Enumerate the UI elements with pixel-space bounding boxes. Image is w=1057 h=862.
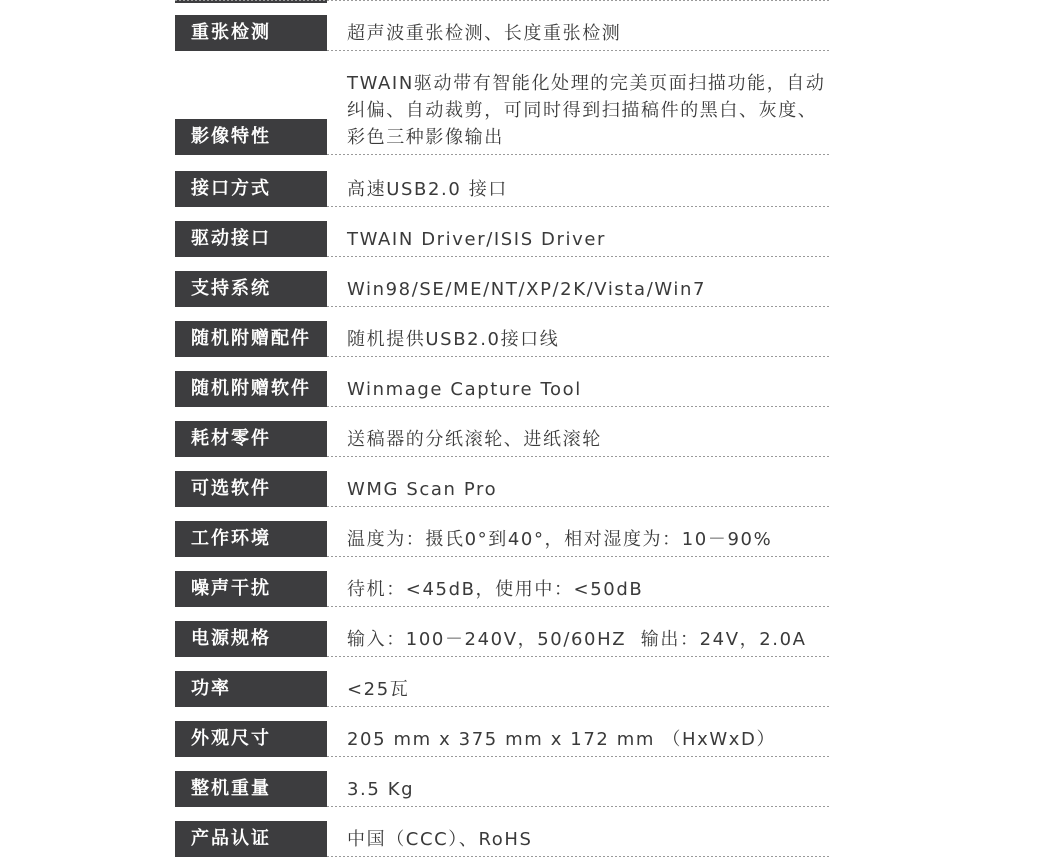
row-divider <box>327 856 831 857</box>
spec-row-interface <box>175 170 831 207</box>
row-divider <box>327 206 831 207</box>
spec-label: 外观尺寸 <box>175 721 327 757</box>
spec-label: 重张检测 <box>175 15 327 51</box>
spec-row-image-features <box>175 66 831 155</box>
spec-value: 随机提供USB2.0接口线 <box>347 329 560 350</box>
row-divider <box>327 606 831 607</box>
spec-value: Win98/SE/ME/NT/XP/2K/Vista/Win7 <box>347 279 707 300</box>
top-divider <box>175 0 831 1</box>
row-divider <box>327 406 831 407</box>
row-divider <box>327 456 831 457</box>
spec-row-accessories <box>175 320 831 357</box>
spec-value: 3.5 Kg <box>347 779 415 800</box>
row-divider <box>327 806 831 807</box>
spec-value: 中国（CCC）、RoHS <box>347 829 533 850</box>
spec-label: 耗材零件 <box>175 421 327 457</box>
spec-value: 待机：<45dB，使用中：<50dB <box>347 579 644 600</box>
spec-value: WMG Scan Pro <box>347 479 498 500</box>
spec-row-os <box>175 270 831 307</box>
spec-row-power-supply <box>175 620 831 657</box>
spec-label: 整机重量 <box>175 771 327 807</box>
row-divider <box>327 656 831 657</box>
spec-value: 超声波重张检测、长度重张检测 <box>347 23 622 44</box>
spec-label: 影像特性 <box>175 119 327 155</box>
row-divider <box>327 306 831 307</box>
spec-row-environment <box>175 520 831 557</box>
spec-value: TWAIN Driver/ISIS Driver <box>347 229 607 250</box>
spec-value: 温度为：摄氏0°到40°，相对湿度为：10－90% <box>347 529 773 550</box>
spec-label: 随机附赠软件 <box>175 371 327 407</box>
spec-label: 可选软件 <box>175 471 327 507</box>
row-divider <box>327 706 831 707</box>
spec-value: 输入：100－240V，50/60HZ 输出：24V，2.0A <box>347 629 807 650</box>
spec-label: 随机附赠配件 <box>175 321 327 357</box>
row-divider <box>327 356 831 357</box>
spec-value: TWAIN驱动带有智能化处理的完美页面扫描功能，自动纠偏、自动裁剪，可同时得到扫描稿件的黑白、灰度、彩色三种影像输出 <box>347 73 826 148</box>
spec-label: 噪声干扰 <box>175 571 327 607</box>
spec-row-consumables <box>175 420 831 457</box>
spec-label: 支持系统 <box>175 271 327 307</box>
spec-row-certification <box>175 820 831 857</box>
row-divider <box>327 506 831 507</box>
spec-row-bundled-software <box>175 370 831 407</box>
spec-label: 工作环境 <box>175 521 327 557</box>
spec-row-power <box>175 670 831 707</box>
spec-row-optional-software <box>175 470 831 507</box>
spec-row-driver <box>175 220 831 257</box>
spec-row-noise <box>175 570 831 607</box>
spec-label: 功率 <box>175 671 327 707</box>
spec-label: 电源规格 <box>175 621 327 657</box>
spec-label: 驱动接口 <box>175 221 327 257</box>
spec-value: 205 mm x 375 mm x 172 mm （HxWxD） <box>347 729 777 750</box>
spec-label: 产品认证 <box>175 821 327 857</box>
spec-row-dimensions <box>175 720 831 757</box>
spec-value: Winmage Capture Tool <box>347 379 582 400</box>
row-divider <box>327 256 831 257</box>
spec-row-double-feed <box>175 14 831 51</box>
spec-value: <25瓦 <box>347 679 410 700</box>
row-divider <box>327 556 831 557</box>
spec-value: 送稿器的分纸滚轮、进纸滚轮 <box>347 429 602 450</box>
row-divider <box>327 154 831 155</box>
row-divider <box>327 756 831 757</box>
row-divider <box>327 50 831 51</box>
spec-row-weight <box>175 770 831 807</box>
spec-label: 接口方式 <box>175 171 327 207</box>
spec-value: 高速USB2.0 接口 <box>347 179 508 200</box>
